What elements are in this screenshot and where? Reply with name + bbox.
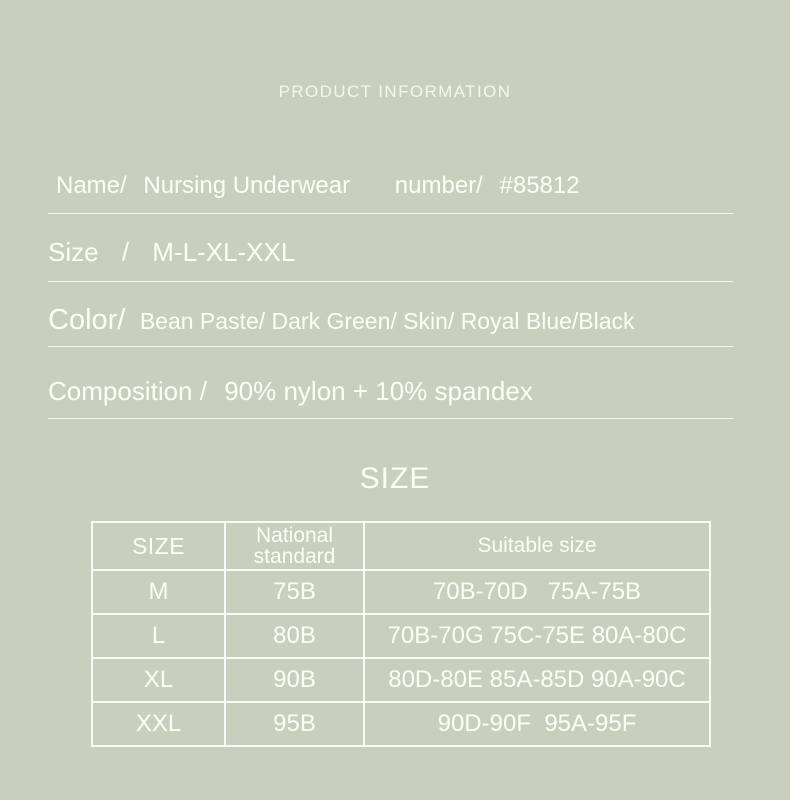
- color-row: [48, 304, 733, 347]
- color-value: Bean Paste/ Dark Green/ Skin/ Royal Blue/Black: [139, 308, 635, 334]
- national-standard-column-header: National standard: [225, 522, 364, 570]
- suitable-size-cell: 70B-70D 75A-75B: [364, 570, 710, 614]
- name-value: Nursing Underwear: [143, 172, 351, 199]
- number-label: number/: [394, 172, 483, 199]
- size-value: M-L-XL-XXL: [152, 237, 296, 267]
- size-table-body: [92, 570, 710, 746]
- number-value: #85812: [499, 172, 580, 199]
- size-cell: M: [92, 570, 225, 614]
- size-table: [91, 521, 711, 747]
- suitable-size-cell: 80D-80E 85A-85D 90A-90C: [364, 658, 710, 702]
- size-cell: L: [92, 614, 225, 658]
- size-row: [48, 237, 733, 282]
- name-label: Name/: [56, 172, 127, 199]
- national-standard-cell: 75B: [225, 570, 364, 614]
- size-cell: XL: [92, 658, 225, 702]
- suitable-size-column-header: Suitable size: [364, 522, 710, 570]
- national-standard-cell: 90B: [225, 658, 364, 702]
- size-section-heading: SIZE: [359, 462, 431, 495]
- table-row: [92, 702, 710, 746]
- size-cell: XXL: [92, 702, 225, 746]
- size-table-header: [92, 522, 710, 570]
- table-row: [92, 614, 710, 658]
- composition-row: [48, 376, 733, 419]
- page-title: PRODUCT INFORMATION: [278, 82, 512, 101]
- size-separator: /: [121, 237, 130, 267]
- name-row: [48, 172, 733, 214]
- national-standard-cell: 95B: [225, 702, 364, 746]
- color-label: Color/: [48, 304, 126, 336]
- suitable-size-cell: 70B-70G 75C-75E 80A-80C: [364, 614, 710, 658]
- size-column-header: SIZE: [92, 522, 225, 570]
- composition-label: Composition /: [48, 376, 207, 406]
- size-label: Size: [48, 237, 99, 267]
- table-row: [92, 570, 710, 614]
- table-row: [92, 658, 710, 702]
- national-standard-cell: 80B: [225, 614, 364, 658]
- composition-value: 90% nylon + 10% spandex: [224, 376, 533, 406]
- suitable-size-cell: 90D-90F 95A-95F: [364, 702, 710, 746]
- table-header-row: [92, 522, 710, 570]
